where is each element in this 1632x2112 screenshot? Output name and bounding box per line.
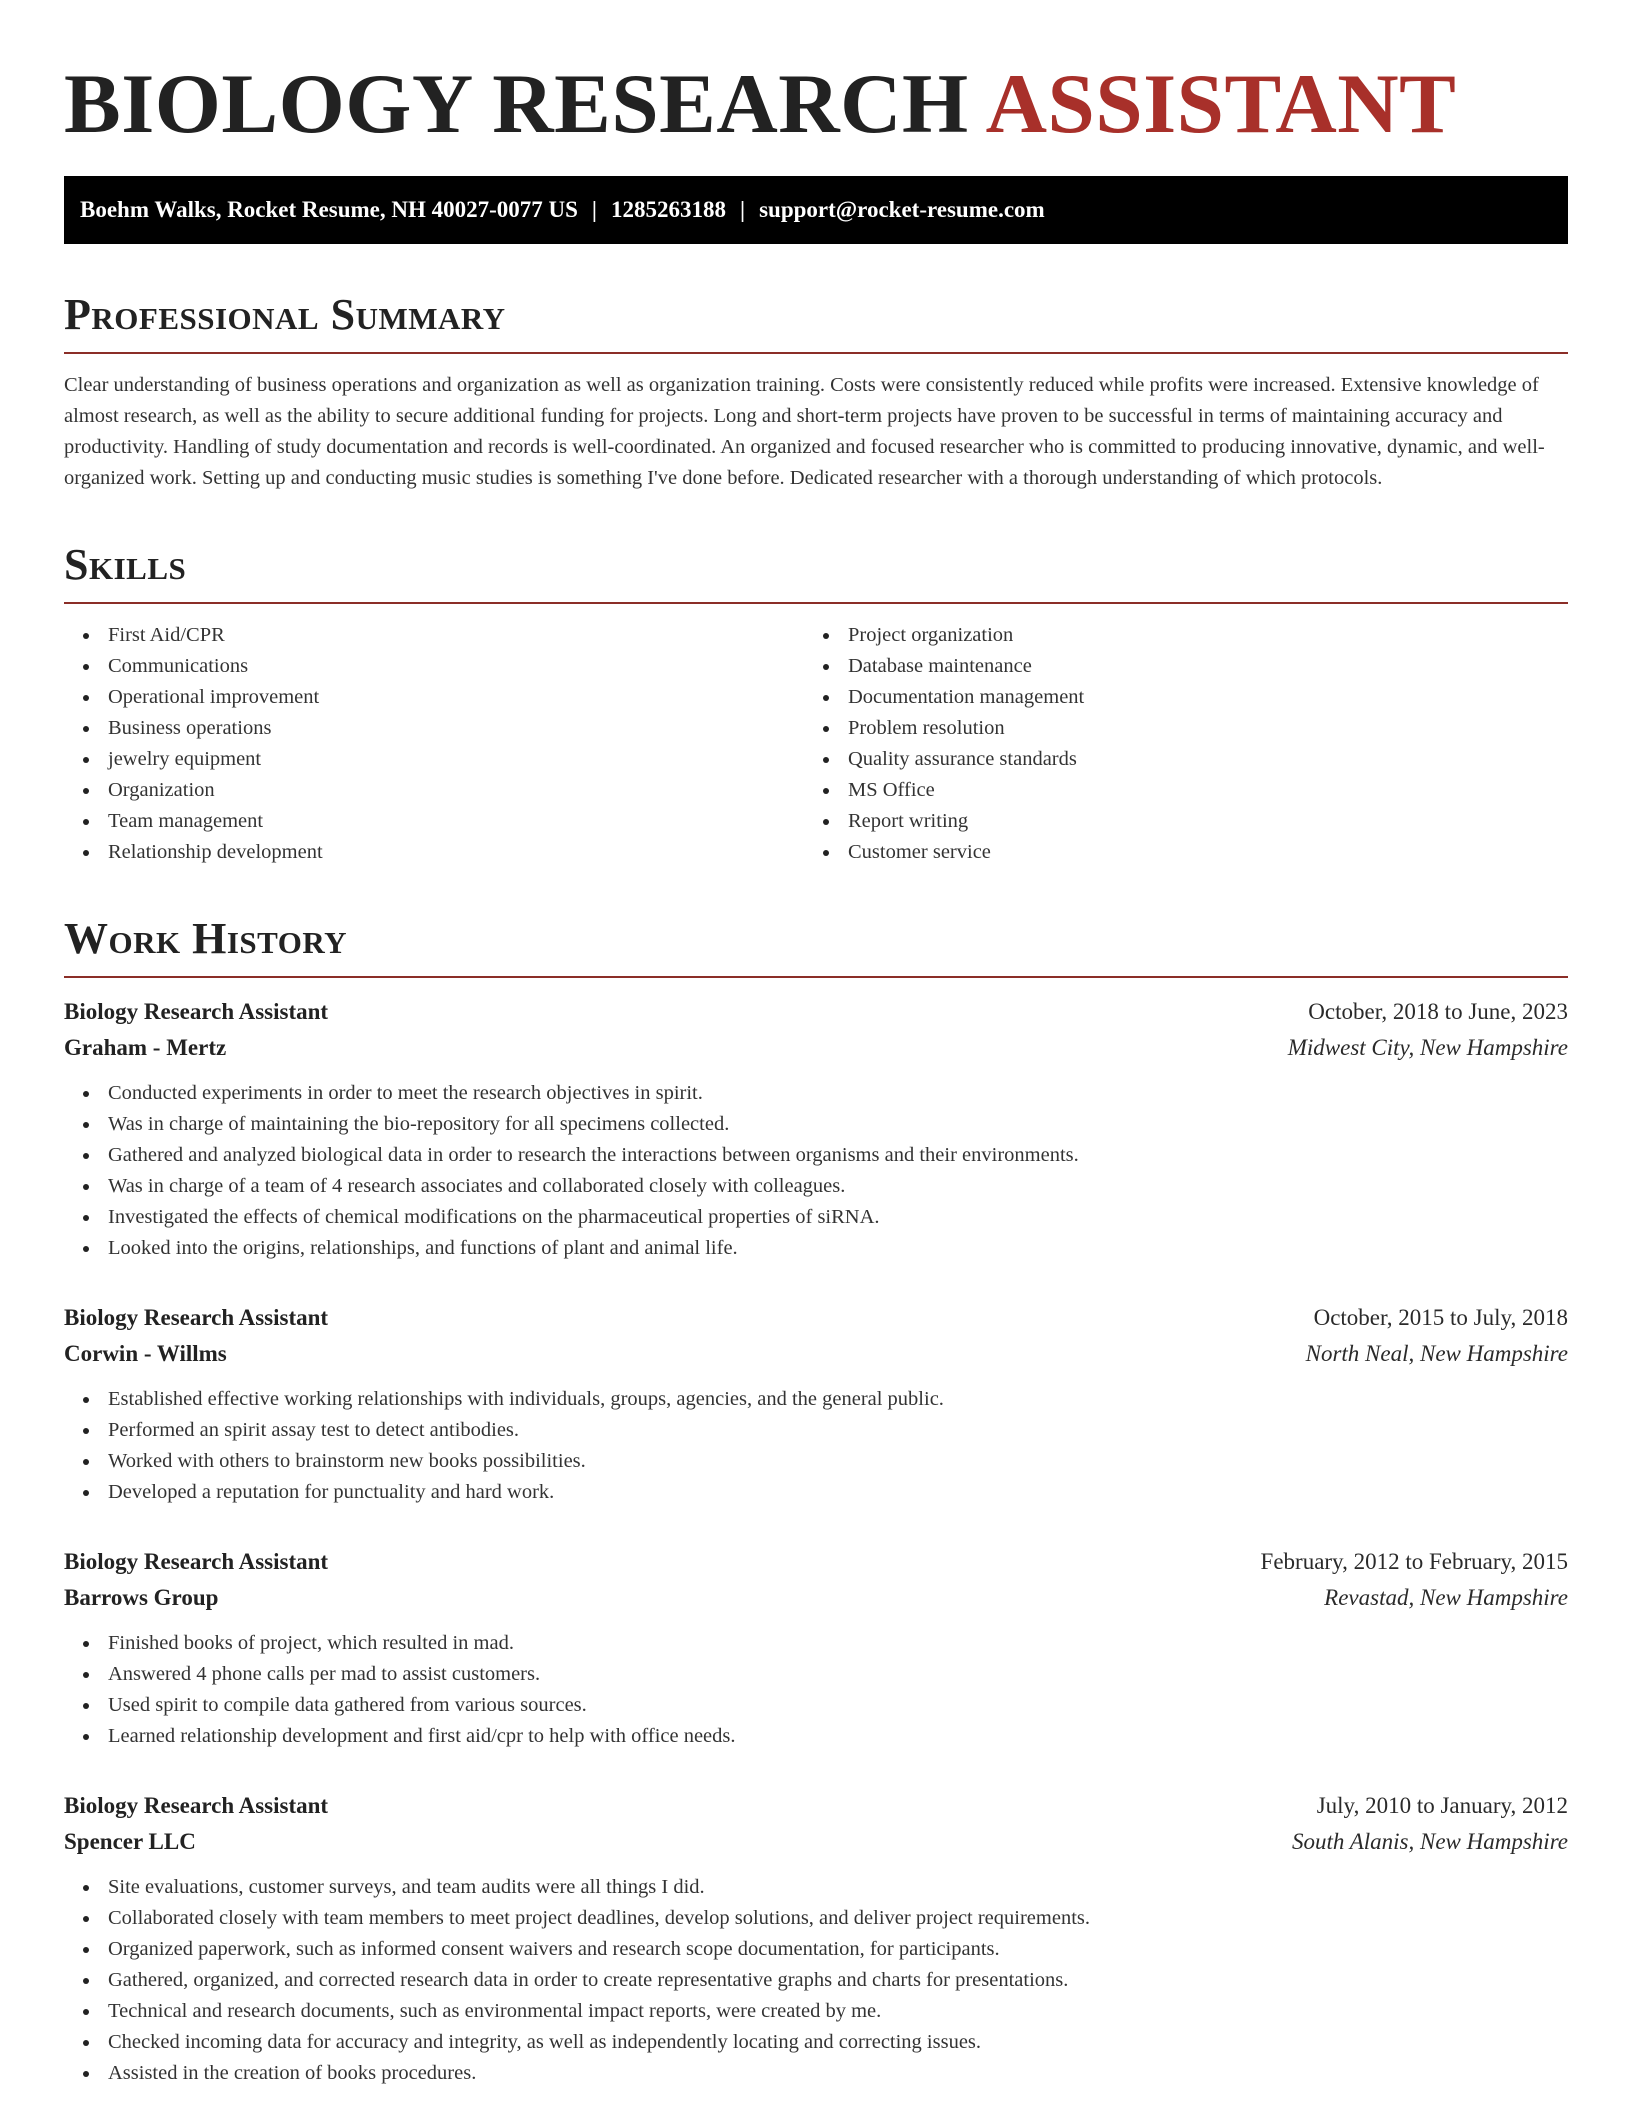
job-company-row xyxy=(64,1824,1568,1860)
section-divider xyxy=(64,602,1568,604)
contact-address: Boehm Walks, Rocket Resume, NH 40027-0077 US xyxy=(80,197,578,222)
job-bullet: Collaborated closely with team members to meet project deadlines, develop solutions, and deliver project requirements. xyxy=(64,1903,1568,1934)
job-header-row xyxy=(64,1300,1568,1336)
job-bullet: Performed an spirit assay test to detect antibodies. xyxy=(64,1415,1568,1446)
skill-item: First Aid/CPR xyxy=(64,620,804,651)
job-company: Spencer LLC xyxy=(64,1829,196,1854)
summary-heading: Professional Summary xyxy=(64,290,506,339)
job-location: South Alanis, New Hampshire xyxy=(1291,1829,1568,1854)
job-header-row xyxy=(64,994,1568,1030)
job-bullet: Answered 4 phone calls per mad to assist customers. xyxy=(64,1659,1568,1690)
skills-columns xyxy=(64,620,1568,868)
job-company-row xyxy=(64,1580,1568,1616)
job-company: Graham - Mertz xyxy=(64,1035,227,1060)
skills-heading: Skills xyxy=(64,540,187,589)
job-bullet: Site evaluations, customer surveys, and team audits were all things I did. xyxy=(64,1872,1568,1903)
skill-item: Organization xyxy=(64,775,804,806)
skill-item: Customer service xyxy=(804,837,1084,868)
job-dates: October, 2018 to June, 2023 xyxy=(1308,999,1568,1024)
skill-item: Quality assurance standards xyxy=(804,744,1084,775)
job-bullet: Organized paperwork, such as informed consent waivers and research scope documentation, for participants. xyxy=(64,1934,1568,1965)
skill-item: Team management xyxy=(64,806,804,837)
skills-section xyxy=(64,540,1568,868)
job-dates: October, 2015 to July, 2018 xyxy=(1313,1305,1568,1330)
skills-list-left xyxy=(64,620,804,868)
job-bullet: Assisted in the creation of books procedures. xyxy=(64,2058,1568,2089)
contact-email: support@rocket-resume.com xyxy=(759,197,1045,222)
summary-section xyxy=(64,290,1568,494)
skills-list-right xyxy=(804,620,1084,868)
job-company: Barrows Group xyxy=(64,1585,219,1610)
job-entry xyxy=(64,1788,1568,2089)
job-bullet: Developed a reputation for punctuality and hard work. xyxy=(64,1477,1568,1508)
skill-item: Relationship development xyxy=(64,837,804,868)
summary-text: Clear understanding of business operations and organization as well as organization training. Costs were consistently reduced while profits were increased. Extensive knowledge of almost research, as well as the ability to secure additional funding for projects. Long and short-term projects have proven to be successful in terms of maintaining accuracy and productivity. Handling of study documentation and records is well-coordinated. An organized and focused researcher who is committed to producing innovative, dynamic, and well-organized work. Setting up and conducting music studies is something I've done before. Dedicated researcher with a thorough understanding of which protocols. xyxy=(64,374,1545,489)
job-bullets xyxy=(64,1628,1568,1752)
job-bullet: Investigated the effects of chemical modifications on the pharmaceutical properties of siRNA. xyxy=(64,1202,1568,1233)
title-accent: ASSISTANT xyxy=(985,57,1457,151)
resume-title xyxy=(64,56,1568,152)
contact-phone: 1285263188 xyxy=(611,197,726,222)
work-history-heading: Work History xyxy=(64,914,348,963)
job-header-row xyxy=(64,1788,1568,1824)
job-bullet: Conducted experiments in order to meet the research objectives in spirit. xyxy=(64,1078,1568,1109)
job-bullet: Worked with others to brainstorm new books possibilities. xyxy=(64,1446,1568,1477)
job-location: Midwest City, New Hampshire xyxy=(1287,1035,1568,1060)
job-title: Biology Research Assistant xyxy=(64,1793,329,1818)
job-title: Biology Research Assistant xyxy=(64,999,329,1024)
job-bullet: Technical and research documents, such as environmental impact reports, were created by me. xyxy=(64,1996,1568,2027)
skill-item: Documentation management xyxy=(804,682,1084,713)
title-main: BIOLOGY RESEARCH xyxy=(64,57,969,151)
skill-item: Business operations xyxy=(64,713,804,744)
skill-item: Database maintenance xyxy=(804,651,1084,682)
job-company-row xyxy=(64,1336,1568,1372)
job-bullet: Looked into the origins, relationships, and functions of plant and animal life. xyxy=(64,1233,1568,1264)
section-divider xyxy=(64,976,1568,978)
contact-separator: | xyxy=(591,197,597,222)
job-entry xyxy=(64,1544,1568,1752)
job-bullet: Used spirit to compile data gathered from various sources. xyxy=(64,1690,1568,1721)
job-header-row xyxy=(64,1544,1568,1580)
job-bullets xyxy=(64,1078,1568,1264)
job-title: Biology Research Assistant xyxy=(64,1549,329,1574)
job-title: Biology Research Assistant xyxy=(64,1305,329,1330)
skill-item: Report writing xyxy=(804,806,1084,837)
job-bullet: Learned relationship development and first aid/cpr to help with office needs. xyxy=(64,1721,1568,1752)
job-bullet: Gathered and analyzed biological data in order to research the interactions between organisms and their environments. xyxy=(64,1140,1568,1171)
section-divider xyxy=(64,352,1568,354)
contact-bar xyxy=(64,176,1568,244)
job-company: Corwin - Willms xyxy=(64,1341,227,1366)
job-entry xyxy=(64,994,1568,1264)
job-company-row xyxy=(64,1030,1568,1066)
job-bullet: Finished books of project, which resulted in mad. xyxy=(64,1628,1568,1659)
job-location: Revastad, New Hampshire xyxy=(1324,1585,1568,1610)
job-bullet: Established effective working relationships with individuals, groups, agencies, and the general public. xyxy=(64,1384,1568,1415)
contact-separator: | xyxy=(740,197,746,222)
job-dates: February, 2012 to February, 2015 xyxy=(1260,1549,1568,1574)
skill-item: Project organization xyxy=(804,620,1084,651)
skill-item: Communications xyxy=(64,651,804,682)
work-history-section xyxy=(64,914,1568,2089)
job-bullet: Was in charge of a team of 4 research associates and collaborated closely with colleagues. xyxy=(64,1171,1568,1202)
job-location: North Neal, New Hampshire xyxy=(1305,1341,1568,1366)
job-bullets xyxy=(64,1384,1568,1508)
job-entry xyxy=(64,1300,1568,1508)
job-bullet: Gathered, organized, and corrected research data in order to create representative graphs and charts for presentations. xyxy=(64,1965,1568,1996)
job-bullet: Was in charge of maintaining the bio-repository for all specimens collected. xyxy=(64,1109,1568,1140)
job-bullets xyxy=(64,1872,1568,2089)
skill-item: Operational improvement xyxy=(64,682,804,713)
skill-item: jewelry equipment xyxy=(64,744,804,775)
skill-item: MS Office xyxy=(804,775,1084,806)
job-dates: July, 2010 to January, 2012 xyxy=(1316,1793,1568,1818)
skill-item: Problem resolution xyxy=(804,713,1084,744)
job-bullet: Checked incoming data for accuracy and integrity, as well as independently locating and correcting issues. xyxy=(64,2027,1568,2058)
